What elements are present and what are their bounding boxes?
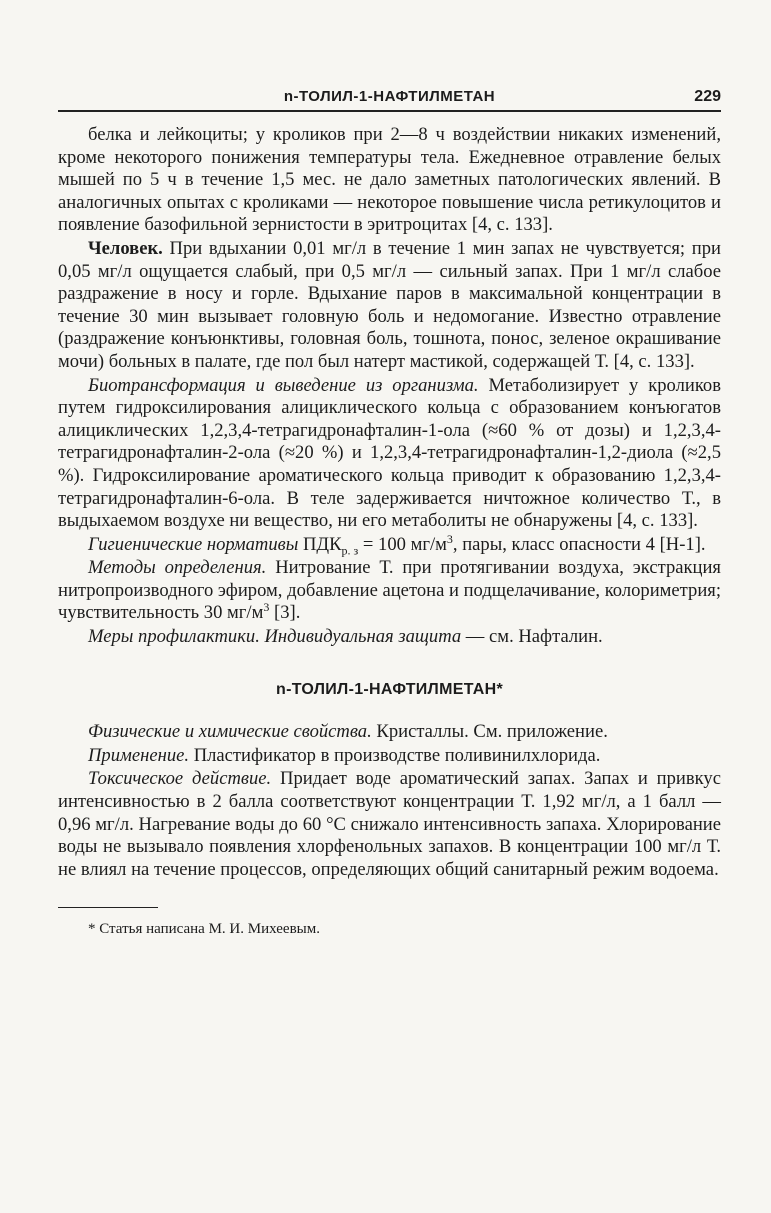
paragraph-hygienic-norms: Гигиенические нормативы $ПДК_{р. з} = 100$ $мг/м^3$, пары, класс опасности 4 [Н-1]. xyxy=(88,531,706,558)
running-head xyxy=(58,88,721,110)
paragraph-methods: Методы определения. Нитрование Т. при протягивании воздуха, экстракция нитропроизводного эфиром, добавление ацетона и подщелачивание, колориметрия; чувствительность 30 $мг/м^3$ [3]. xyxy=(58,557,721,624)
page-body xyxy=(58,124,721,941)
page-number: 229 xyxy=(694,88,721,105)
section-label: Применение. xyxy=(88,744,190,766)
section-label: Методы определения. xyxy=(88,557,267,579)
header-rule xyxy=(58,110,721,112)
paragraph-properties: Физические и химические свойства. Кристаллы. См. приложение. xyxy=(88,721,608,743)
section-label: Токсическое действие. xyxy=(88,768,272,790)
section-label: Человек. xyxy=(88,237,163,259)
paragraph-biotransformation: Биотрансформация и выведение из организма. Метаболизирует у кроликов путем гидроксилирования алициклического кольца с образованием конъюгатов алициклических 1,2,3,4-тетрагидронафталин-1-ола (≈60 % от дозы) и 1,2,3,4-тетрагидронафталин-2-ола (≈20 %) и 1,2,3,4-тетрагидронафталин-1,2-диола (≈2,5 %). Гидроксилирование ароматического кольца приводит к образованию 1,2,3,4-тетрагидронафталин-6-ола. В теле задерживается ничтожное количество Т., в выдыхаемом воздухе ни вещество, ни его метаболиты не обнаружены [4, с. 133]. xyxy=(58,374,722,532)
paragraph-toxic-action: Токсическое действие. Придает воде ароматический запах. Запах и привкус интенсивностью в 2 балла соответствуют концентрации Т. 1,92 мг/л, а 1 балл — 0,96 мг/л. Нагревание воды до 60 °С снижало интенсивность запаха. Хлорирование воды не вызывало появления хлорфенольных запахов. В концентрации 100 мг/л Т. не влиял на течение процессов, определяющих общий санитарный режим водоема. xyxy=(58,768,721,880)
paragraph-application: Применение. Пластификатор в производстве поливинилхлорида. xyxy=(88,744,601,766)
section-label: Гигиенические нормативы xyxy=(88,533,299,555)
section-label: Биотрансформация и выведение из организма. xyxy=(88,374,479,396)
running-head-title: n-ТОЛИЛ-1-НАФТИЛМЕТАН xyxy=(283,88,496,105)
footnote: * Статья написана М. И. Михеевым. xyxy=(88,921,320,938)
footnote-rule xyxy=(58,907,158,908)
article-title: n-ТОЛИЛ-1-НАФТИЛМЕТАН* xyxy=(276,680,503,698)
paragraph-continued: белка и лейкоциты; у кроликов при 2—8 ч воздействии никаких изменений, кроме некоторого понижения температуры тела. Ежедневное отравление белых мышей по 5 ч в течение 1,5 мес. не дало заметных патологических явлений. В аналогичных опытах с кроликами — некоторое повышение числа ретикулоцитов и появление базофильной зернистости в эритроцитах [4, с. 133]. xyxy=(58,124,721,236)
paragraph-human: Человек. При вдыхании 0,01 мг/л в течение 1 мин запах не чувствуется; при 0,05 мг/л ощущается слабый, при 0,5 мг/л — сильный запах. При 1 мг/л слабое раздражение в носу и горле. Вдыхание паров в максимальной концентрации в течение 30 мин вызывает головную боль и недомогание. Известно отравление (раздражение конъюнктивы, головная боль, тошнота, понос, зеленое окрашивание мочи) больных в палате, где пол был натерт мастикой, содержащей Т. [4, с. 133]. xyxy=(58,237,721,372)
paragraph-prevention: Меры профилактики. Индивидуальная защита — см. Нафталин. xyxy=(88,626,603,648)
section-label: Физические и химические свойства. xyxy=(88,721,372,743)
section-label: Меры профилактики. Индивидуальная защита xyxy=(88,626,462,648)
